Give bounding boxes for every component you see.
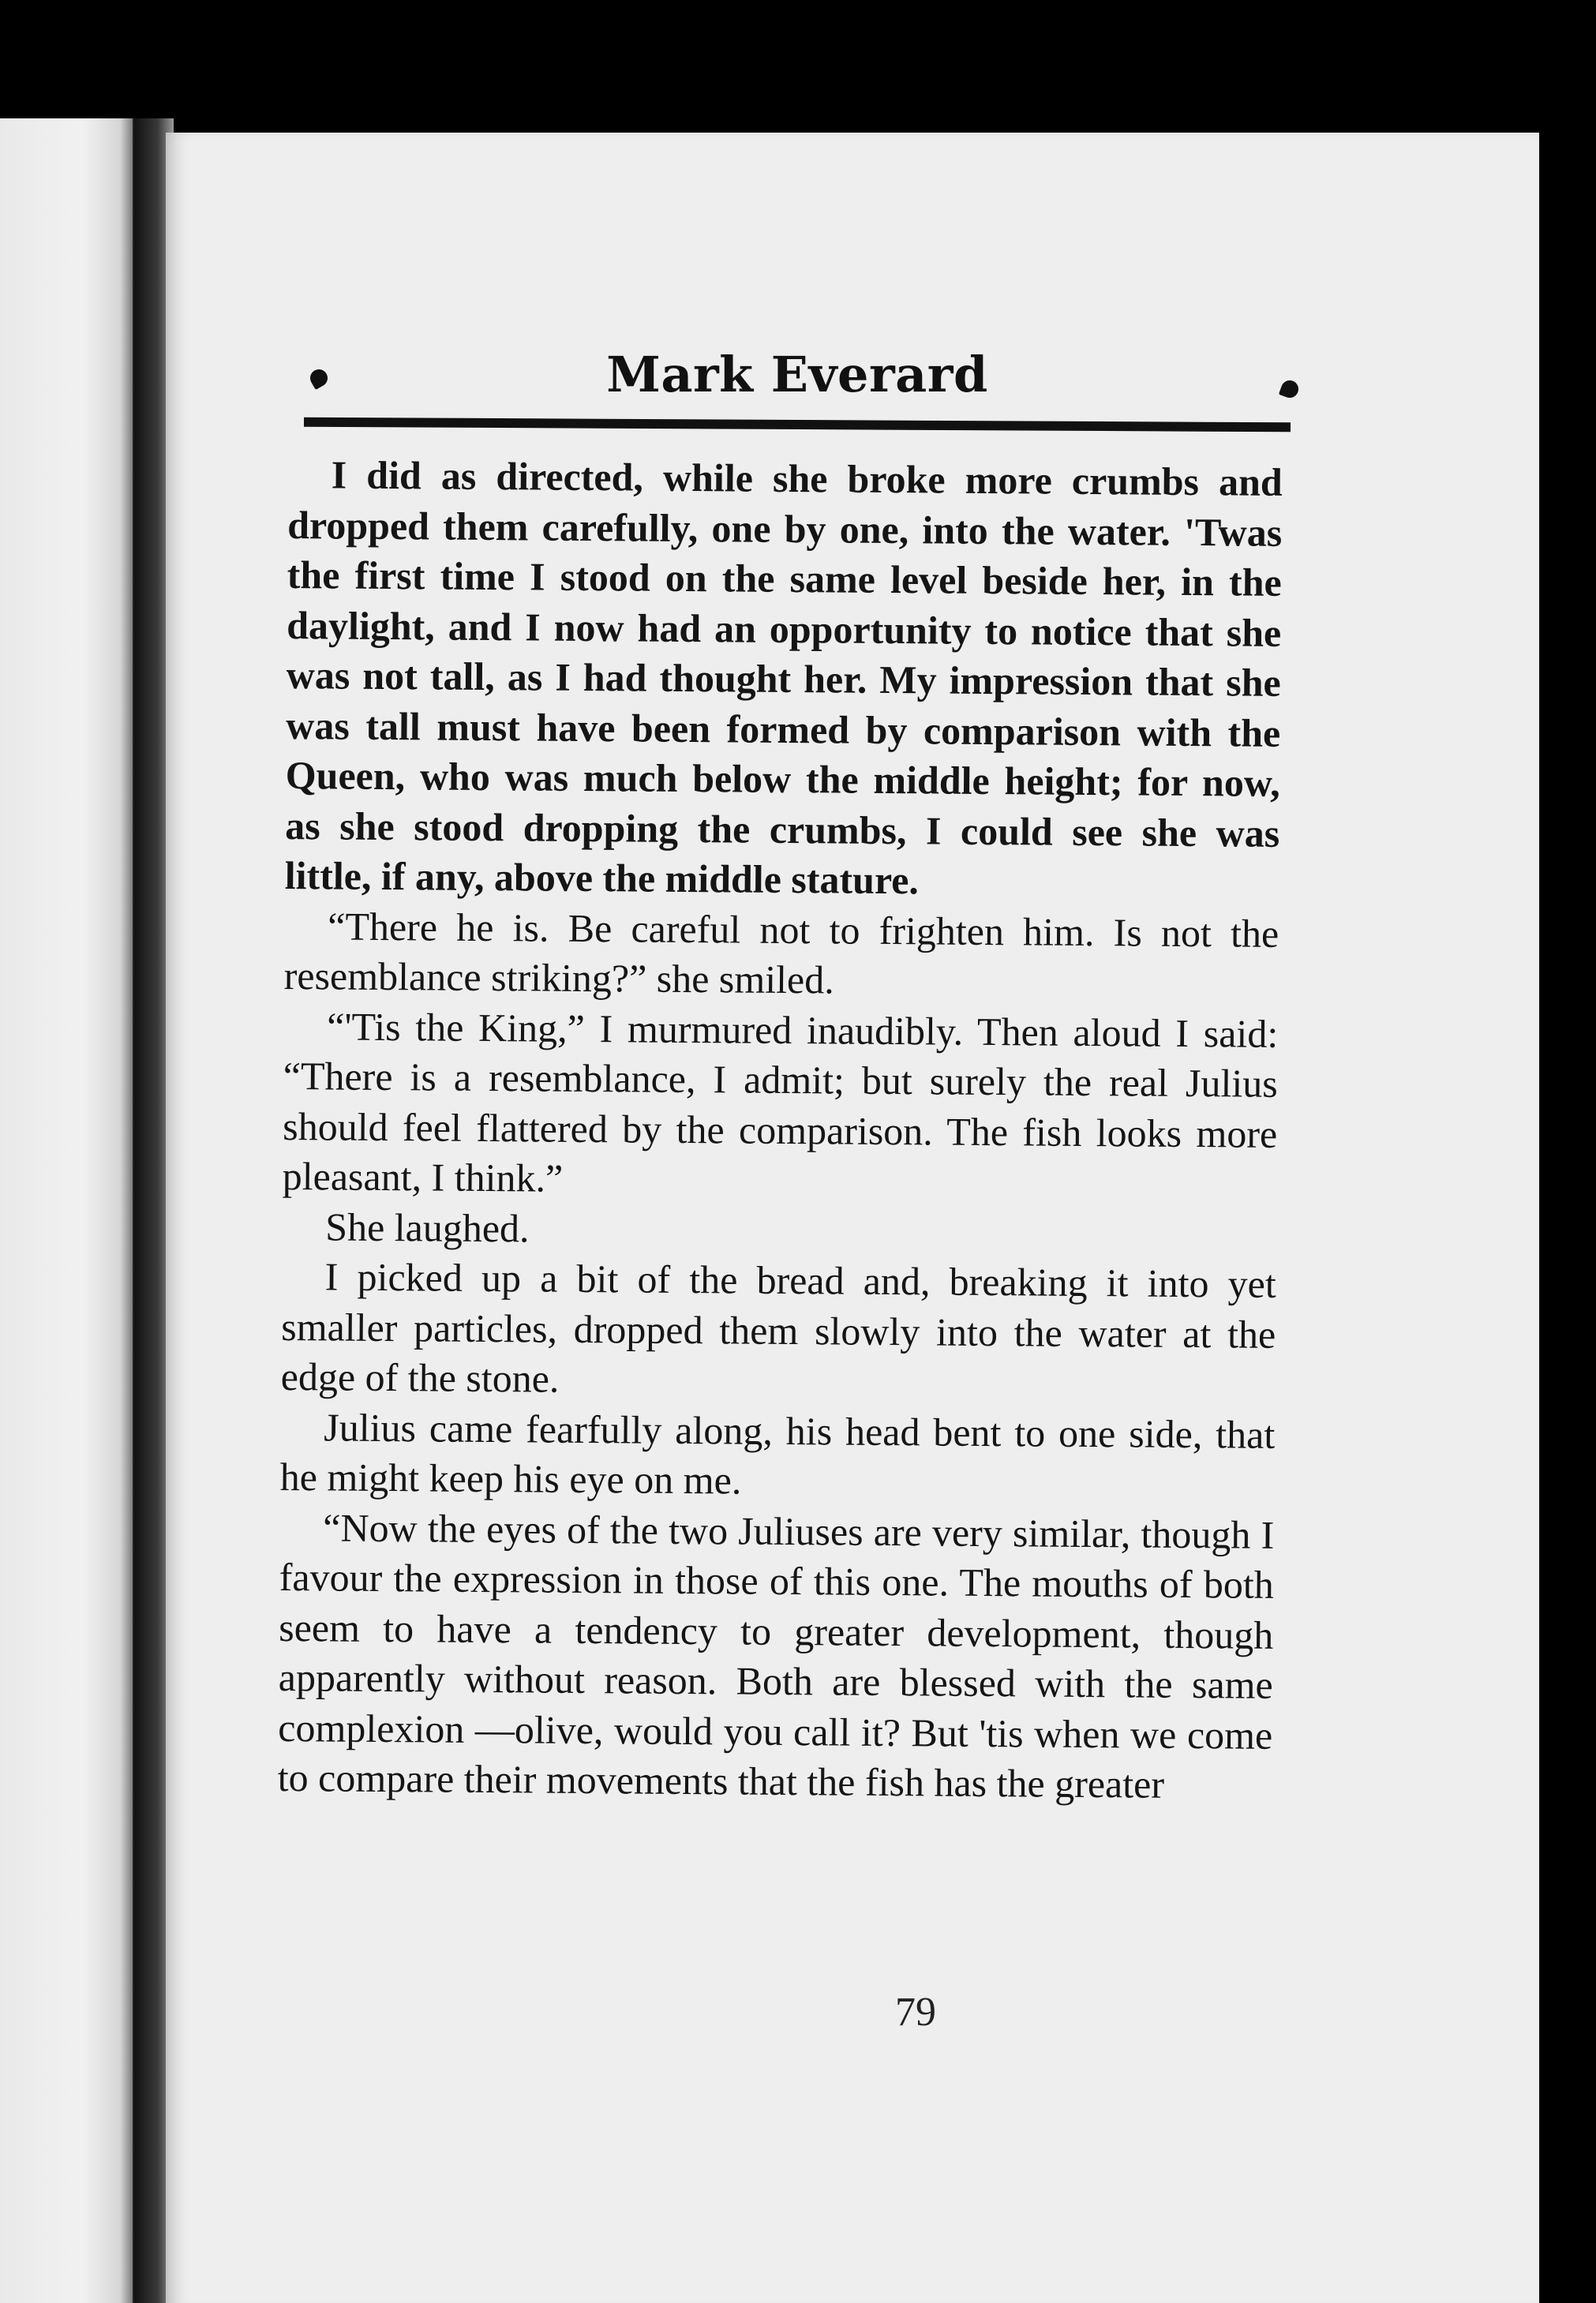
facing-page-edge [0, 118, 150, 2303]
running-head [304, 339, 1291, 418]
paragraph: I did as directed, while she broke more crumbs and dropped them carefully, one by one, into the water. 'Twas the first time I stood on the same level beside her, in the daylight, and I now had an opportunity to notice that she was not tall, as I had thought her. My impression that she was tall must have been formed by comparison with the Queen, who was much below the middle height; for now, as she stood dropping the crumbs, I could see she was little, if any, above the middle stature. [284, 452, 1283, 903]
paragraph: “There he is. Be careful not to frighten him. Is not the resemblance striking?” she smiled. [283, 903, 1279, 1002]
running-title: Mark Everard [606, 346, 988, 403]
paragraph: I picked up a bit of the bread and, breaking it into yet smaller particles, dropped them slowly into the water at the edge of the stone. [280, 1254, 1276, 1401]
body-text [278, 450, 1283, 1811]
paragraph: Julius came fearfully along, his head bent to one side, that he might keep his eye on me. [279, 1404, 1276, 1503]
paragraph: “'Tis the King,” I murmured inaudibly. Then aloud I said: “There is a resemblance, I admit; but surely the real Julius should feel flattered by the comparison. The fish looks more pleasant, I think.” [282, 1003, 1279, 1200]
paragraph: “Now the eyes of the two Juliuses are very similar, though I favour the expression in those of this one. The mouths of both seem to have a tendency to greater development, though apparently without reason. Both are blessed with the same complexion —olive, would you call it? But 'tis when we come to compare their movements that the fish has the greater [277, 1504, 1275, 1807]
paragraph: She laughed. [325, 1204, 530, 1250]
page-number: 79 [895, 1990, 936, 2035]
